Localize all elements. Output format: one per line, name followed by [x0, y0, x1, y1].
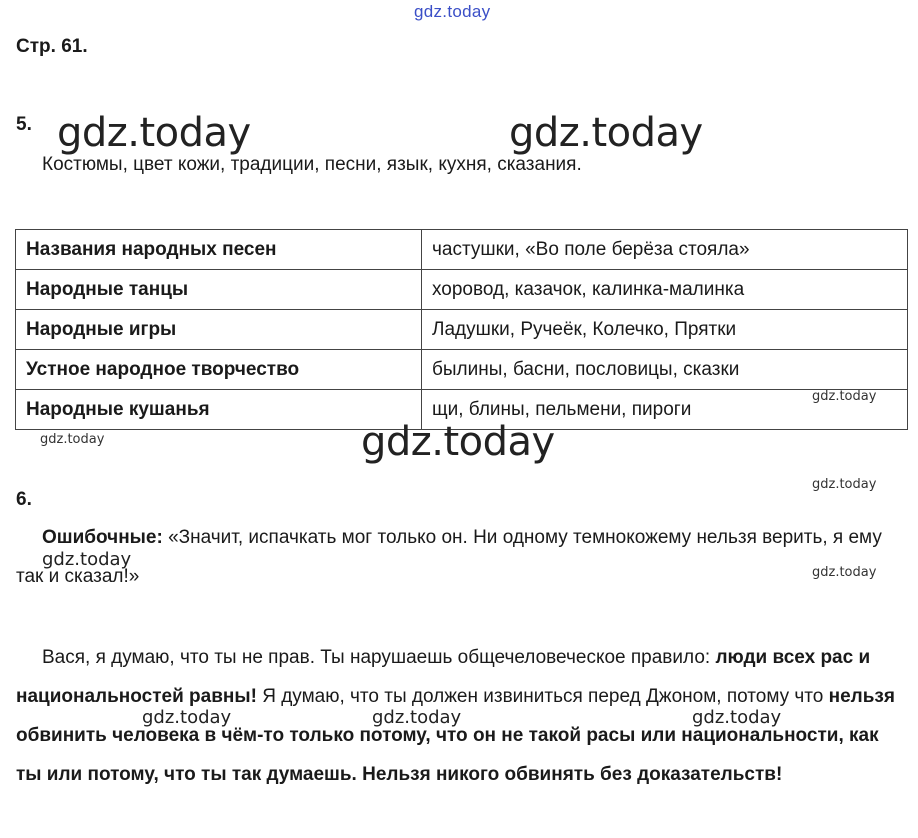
page-label: Стр. 61. [16, 36, 88, 57]
table-cell-value: частушки, «Во поле берёза стояла» [422, 230, 908, 270]
watermark-small-4: gdz.today [812, 565, 877, 580]
table-row [16, 270, 908, 310]
table-cell-key: Народные кушанья [16, 390, 422, 430]
answer-bold-2: нельзя обвинить человека в чём-то только потому, что он не такой расы или национальности, как ты или потому, что ты так думаешь. Нельзя никого обвинять без доказательств! [16, 686, 895, 785]
watermark-top: gdz.today [414, 2, 491, 21]
table-cell-value: былины, басни, пословицы, сказки [422, 350, 908, 390]
wrong-quote: «Значит, испачкать мог только он. Ни одному темнокожему нельзя верить, я ему так и сказал!» [16, 527, 882, 587]
table-cell-value: Ладушки, Ручеёк, Колечко, Прятки [422, 310, 908, 350]
task-6-number: 6. [16, 489, 32, 510]
table-row [16, 350, 908, 390]
watermark-large-3: gdz.today [361, 419, 555, 465]
watermark-large-1: gdz.today [57, 110, 251, 156]
watermark-mid-1: gdz.today [42, 549, 132, 570]
table-cell-value: щи, блины, пельмени, пироги [422, 390, 908, 430]
table-cell-key: Народные танцы [16, 270, 422, 310]
wrong-label: Ошибочные: [42, 527, 163, 548]
table-cell-key: Названия народных песен [16, 230, 422, 270]
watermark-mid-2: gdz.today [142, 707, 232, 728]
traditions-table [15, 229, 908, 430]
table-cell-value: хоровод, казачок, калинка-малинка [422, 270, 908, 310]
answer-part-1: Вася, я думаю, что ты не прав. Ты нарушаешь общечеловеческое правило: [42, 647, 716, 668]
watermark-mid-4: gdz.today [692, 707, 782, 728]
table-row [16, 310, 908, 350]
answer-bold-1: люди всех рас и национальностей равны! [16, 647, 871, 707]
watermark-small-3: gdz.today [812, 477, 877, 492]
wrong-statement [16, 518, 909, 596]
table-cell-key: Устное народное творчество [16, 350, 422, 390]
watermark-small-2: gdz.today [40, 432, 105, 447]
watermark-mid-3: gdz.today [372, 707, 462, 728]
task-5-text: Костюмы, цвет кожи, традиции, песни, язык, кухня, сказания. [42, 154, 582, 175]
table-cell-key: Народные игры [16, 310, 422, 350]
answer-part-2: Я думаю, что ты должен извиниться перед Джоном, потому что [256, 686, 829, 707]
watermark-large-2: gdz.today [509, 110, 703, 156]
task-5-number: 5. [16, 114, 32, 135]
watermark-small-1: gdz.today [812, 389, 877, 404]
table-row [16, 230, 908, 270]
